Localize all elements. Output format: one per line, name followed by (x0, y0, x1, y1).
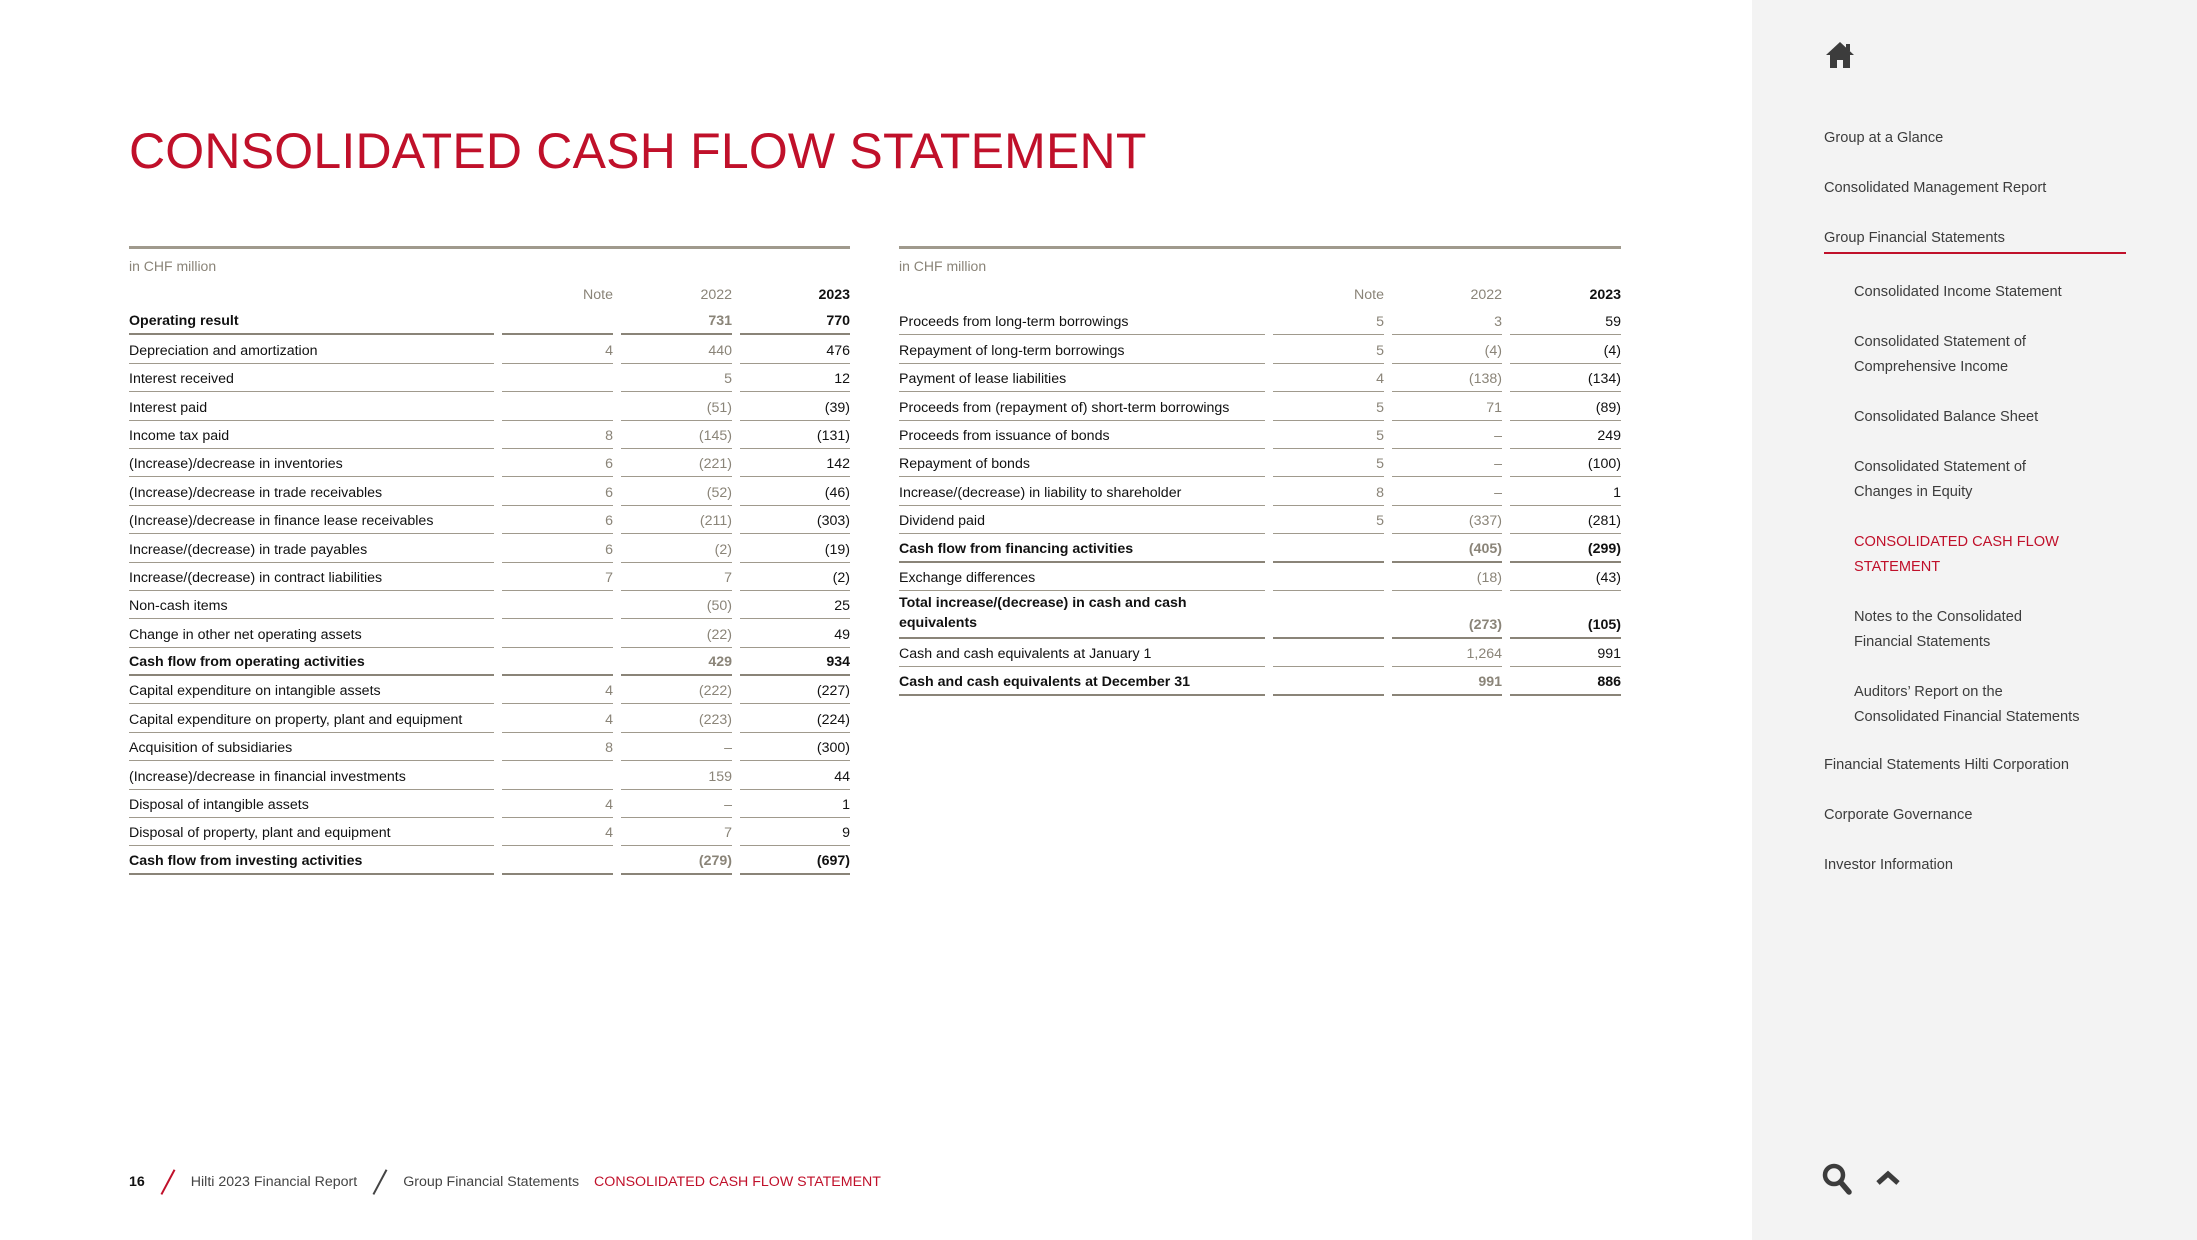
value-2023: 1 (740, 790, 850, 818)
row-label: Exchange differences (899, 563, 1265, 591)
value-2022: (222) (621, 676, 732, 704)
value-2022: (50) (621, 591, 732, 619)
row-label: Total increase/(decrease) in cash and cash equivalents (899, 591, 1265, 639)
nav-item-group-financial-statements[interactable]: Group Financial Statements (1824, 228, 2154, 268)
value-2022: (2) (621, 534, 732, 562)
value-2023: 9 (740, 818, 850, 846)
nav-item-group-at-a-glance[interactable]: Group at a Glance (1824, 130, 1944, 146)
table-row (899, 563, 1621, 591)
note-cell: 6 (502, 477, 613, 505)
table-row (129, 648, 850, 676)
row-label: Change in other net operating assets (129, 619, 494, 647)
row-label: Repayment of long-term borrowings (899, 335, 1265, 363)
nav-item-investor-information[interactable]: Investor Information (1824, 857, 1953, 873)
table-row (129, 846, 850, 874)
row-label: (Increase)/decrease in finance lease receivables (129, 506, 494, 534)
note-cell: 8 (502, 733, 613, 761)
value-2023: (46) (740, 477, 850, 505)
note-cell (502, 392, 613, 420)
note-cell: 4 (1273, 364, 1384, 392)
value-2022: (51) (621, 392, 732, 420)
row-label: Non-cash items (129, 591, 494, 619)
table-row (899, 667, 1621, 695)
nav-item-consolidated-statement-of-changes-in-equity[interactable]: Consolidated Statement of Changes in Equity (1854, 459, 2026, 500)
value-2023: 770 (740, 307, 850, 335)
note-cell (502, 648, 613, 676)
value-2023: 12 (740, 364, 850, 392)
table-row (129, 619, 850, 647)
table-row (899, 421, 1621, 449)
operating-investing-table (129, 246, 850, 875)
table-top-rule (899, 246, 1621, 249)
note-cell: 4 (502, 704, 613, 732)
value-2023: 142 (740, 449, 850, 477)
value-2022: (279) (621, 846, 732, 874)
nav-item-auditors-report-on-the-consolidated-financial-statements[interactable]: Auditors’ Report on the Consolidated Financial Statements (1854, 684, 2080, 725)
value-2022: 991 (1392, 667, 1502, 695)
table-row (129, 733, 850, 761)
note-cell (502, 846, 613, 874)
note-cell: 5 (1273, 449, 1384, 477)
table-row (899, 307, 1621, 335)
table-body (129, 307, 850, 875)
note-cell: 7 (502, 563, 613, 591)
nav-top-group (1824, 128, 2154, 228)
value-2023: 25 (740, 591, 850, 619)
nav-item-consolidated-balance-sheet[interactable]: Consolidated Balance Sheet (1854, 409, 2039, 425)
row-label: Increase/(decrease) in liability to shareholder (899, 477, 1265, 505)
page-number: 16 (129, 1174, 145, 1190)
table-row (129, 335, 850, 363)
note-cell: 5 (1273, 335, 1384, 363)
row-label: Repayment of bonds (899, 449, 1265, 477)
value-2022: 440 (621, 335, 732, 363)
row-label: Cash flow from financing activities (899, 534, 1265, 562)
value-2022: (22) (621, 619, 732, 647)
note-cell: 6 (502, 506, 613, 534)
value-2022: 5 (621, 364, 732, 392)
unit-label: in CHF million (129, 258, 217, 274)
value-2023: (281) (1510, 506, 1621, 534)
row-label: Proceeds from long-term borrowings (899, 307, 1265, 335)
value-2023: (303) (740, 506, 850, 534)
nav-item-notes-to-the-consolidated-financial-statements[interactable]: Notes to the Consolidated Financial Statements (1854, 609, 2022, 650)
note-cell: 5 (1273, 421, 1384, 449)
value-2022: 429 (621, 648, 732, 676)
sidebar-nav (1752, 0, 2197, 1240)
value-2022: (405) (1392, 534, 1502, 562)
value-2023: 886 (1510, 667, 1621, 695)
nav-item-consolidated-cash-flow-statement[interactable]: CONSOLIDATED CASH FLOW STATEMENT (1854, 534, 2059, 575)
table-row (129, 676, 850, 704)
note-cell: 8 (502, 421, 613, 449)
row-label: Dividend paid (899, 506, 1265, 534)
value-2023: (134) (1510, 364, 1621, 392)
note-cell: 8 (1273, 477, 1384, 505)
page-title: CONSOLIDATED CASH FLOW STATEMENT (129, 123, 1147, 179)
table-row (129, 704, 850, 732)
value-2023: 44 (740, 761, 850, 789)
table-row (899, 449, 1621, 477)
value-2023: 1 (1510, 477, 1621, 505)
value-2022: – (621, 790, 732, 818)
value-2023: (105) (1510, 591, 1621, 639)
value-2023: 934 (740, 648, 850, 676)
table-top-rule (129, 246, 850, 249)
value-2023: 991 (1510, 639, 1621, 667)
year-2023-header: 2023 (818, 287, 850, 303)
value-2022: (273) (1392, 591, 1502, 639)
row-label: Interest paid (129, 392, 494, 420)
row-label: Proceeds from (repayment of) short-term borrowings (899, 392, 1265, 420)
note-cell: 5 (1273, 392, 1384, 420)
value-2023: (2) (740, 563, 850, 591)
note-header: Note (583, 287, 613, 303)
nav-list (1824, 128, 2154, 905)
value-2022: – (1392, 449, 1502, 477)
note-cell (502, 761, 613, 789)
nav-item-financial-statements-hilti-corporation[interactable]: Financial Statements Hilti Corporation (1824, 757, 2069, 773)
value-2022: 7 (621, 818, 732, 846)
value-2022: 159 (621, 761, 732, 789)
value-2022: (4) (1392, 335, 1502, 363)
note-cell (1273, 639, 1384, 667)
row-label: Cash and cash equivalents at January 1 (899, 639, 1265, 667)
value-2023: (224) (740, 704, 850, 732)
value-2022: – (1392, 477, 1502, 505)
value-2022: (138) (1392, 364, 1502, 392)
value-2022: 731 (621, 307, 732, 335)
table-row (129, 534, 850, 562)
row-label: Capital expenditure on intangible assets (129, 676, 494, 704)
nav-item-corporate-governance[interactable]: Corporate Governance (1824, 807, 1973, 823)
value-2022: (211) (621, 506, 732, 534)
table-body (899, 307, 1621, 696)
table-row (129, 506, 850, 534)
value-2023: 59 (1510, 307, 1621, 335)
table-row (899, 534, 1621, 562)
table-row (899, 591, 1621, 639)
nav-item-consolidated-statement-of-comprehensive-income[interactable]: Consolidated Statement of Comprehensive Income (1854, 334, 2026, 375)
note-cell: 5 (1273, 506, 1384, 534)
table-row (129, 477, 850, 505)
value-2022: 7 (621, 563, 732, 591)
value-2022: (337) (1392, 506, 1502, 534)
note-cell: 4 (502, 818, 613, 846)
row-label: (Increase)/decrease in trade receivables (129, 477, 494, 505)
footer-breadcrumb (129, 1170, 881, 1194)
value-2023: 49 (740, 619, 850, 647)
table-row (129, 790, 850, 818)
nav-item-consolidated-management-report[interactable]: Consolidated Management Report (1824, 180, 2047, 196)
note-header: Note (1354, 287, 1384, 303)
value-2023: 476 (740, 335, 850, 363)
value-2022: (145) (621, 421, 732, 449)
table-row (129, 818, 850, 846)
table-row (129, 449, 850, 477)
table-row (899, 392, 1621, 420)
row-label: Capital expenditure on property, plant and equipment (129, 704, 494, 732)
note-cell (502, 591, 613, 619)
note-cell (1273, 563, 1384, 591)
nav-sub-list (1824, 280, 2154, 730)
row-label: Depreciation and amortization (129, 335, 494, 363)
nav-bottom-group (1824, 755, 2154, 905)
unit-label: in CHF million (899, 258, 987, 274)
value-2023: (100) (1510, 449, 1621, 477)
table-row (899, 506, 1621, 534)
value-2022: 3 (1392, 307, 1502, 335)
breadcrumb-section[interactable]: Group Financial Statements (403, 1174, 580, 1190)
note-cell: 4 (502, 335, 613, 363)
value-2023: (4) (1510, 335, 1621, 363)
value-2022: – (1392, 421, 1502, 449)
breadcrumb-report[interactable]: Hilti 2023 Financial Report (190, 1174, 358, 1190)
value-2023: (43) (1510, 563, 1621, 591)
value-2023: (697) (740, 846, 850, 874)
value-2023: (19) (740, 534, 850, 562)
value-2022: (221) (621, 449, 732, 477)
note-cell: 6 (502, 449, 613, 477)
table-row (129, 307, 850, 335)
note-cell: 4 (502, 676, 613, 704)
row-label: Disposal of intangible assets (129, 790, 494, 818)
row-label: Operating result (129, 307, 494, 335)
year-2022-header: 2022 (700, 287, 732, 303)
row-label: (Increase)/decrease in inventories (129, 449, 494, 477)
breadcrumb-separator (373, 1169, 387, 1195)
row-label: (Increase)/decrease in financial investments (129, 761, 494, 789)
note-cell (502, 619, 613, 647)
table-row (899, 639, 1621, 667)
note-cell (502, 307, 613, 335)
year-2023-header: 2023 (1589, 287, 1621, 303)
row-label: Proceeds from issuance of bonds (899, 421, 1265, 449)
table-header (129, 277, 850, 307)
note-cell (502, 364, 613, 392)
value-2022: (52) (621, 477, 732, 505)
value-2023: (299) (1510, 534, 1621, 562)
table-row (899, 335, 1621, 363)
table-row (899, 477, 1621, 505)
row-label: Cash flow from investing activities (129, 846, 494, 874)
table-row (899, 364, 1621, 392)
note-cell (1273, 534, 1384, 562)
value-2022: (223) (621, 704, 732, 732)
table-header (899, 277, 1621, 307)
table-row (129, 591, 850, 619)
row-label: Cash flow from operating activities (129, 648, 494, 676)
value-2023: (131) (740, 421, 850, 449)
home-icon[interactable] (1824, 40, 1856, 70)
financing-table (899, 246, 1621, 696)
table-row (129, 364, 850, 392)
search-icon[interactable] (1822, 1163, 1852, 1195)
value-2023: 249 (1510, 421, 1621, 449)
table-row (129, 421, 850, 449)
value-2022: 71 (1392, 392, 1502, 420)
table-row (129, 761, 850, 789)
table-row (129, 392, 850, 420)
row-label: Income tax paid (129, 421, 494, 449)
note-cell (1273, 591, 1384, 639)
breadcrumb-separator (161, 1169, 175, 1195)
value-2023: (39) (740, 392, 850, 420)
table-row (129, 563, 850, 591)
value-2022: (18) (1392, 563, 1502, 591)
value-2023: (227) (740, 676, 850, 704)
row-label: Cash and cash equivalents at December 31 (899, 667, 1265, 695)
note-cell: 5 (1273, 307, 1384, 335)
note-cell: 4 (502, 790, 613, 818)
nav-item-consolidated-income-statement[interactable]: Consolidated Income Statement (1854, 284, 2062, 300)
note-cell: 6 (502, 534, 613, 562)
row-label: Interest received (129, 364, 494, 392)
value-2023: (89) (1510, 392, 1621, 420)
row-label: Disposal of property, plant and equipment (129, 818, 494, 846)
year-2022-header: 2022 (1470, 287, 1502, 303)
value-2023: (300) (740, 733, 850, 761)
note-cell (1273, 667, 1384, 695)
value-2022: 1,264 (1392, 639, 1502, 667)
row-label: Acquisition of subsidiaries (129, 733, 494, 761)
breadcrumb-current: CONSOLIDATED CASH FLOW STATEMENT (594, 1174, 881, 1190)
value-2022: – (621, 733, 732, 761)
row-label: Payment of lease liabilities (899, 364, 1265, 392)
row-label: Increase/(decrease) in contract liabilities (129, 563, 494, 591)
chevron-up-icon[interactable] (1875, 1170, 1901, 1186)
row-label: Increase/(decrease) in trade payables (129, 534, 494, 562)
